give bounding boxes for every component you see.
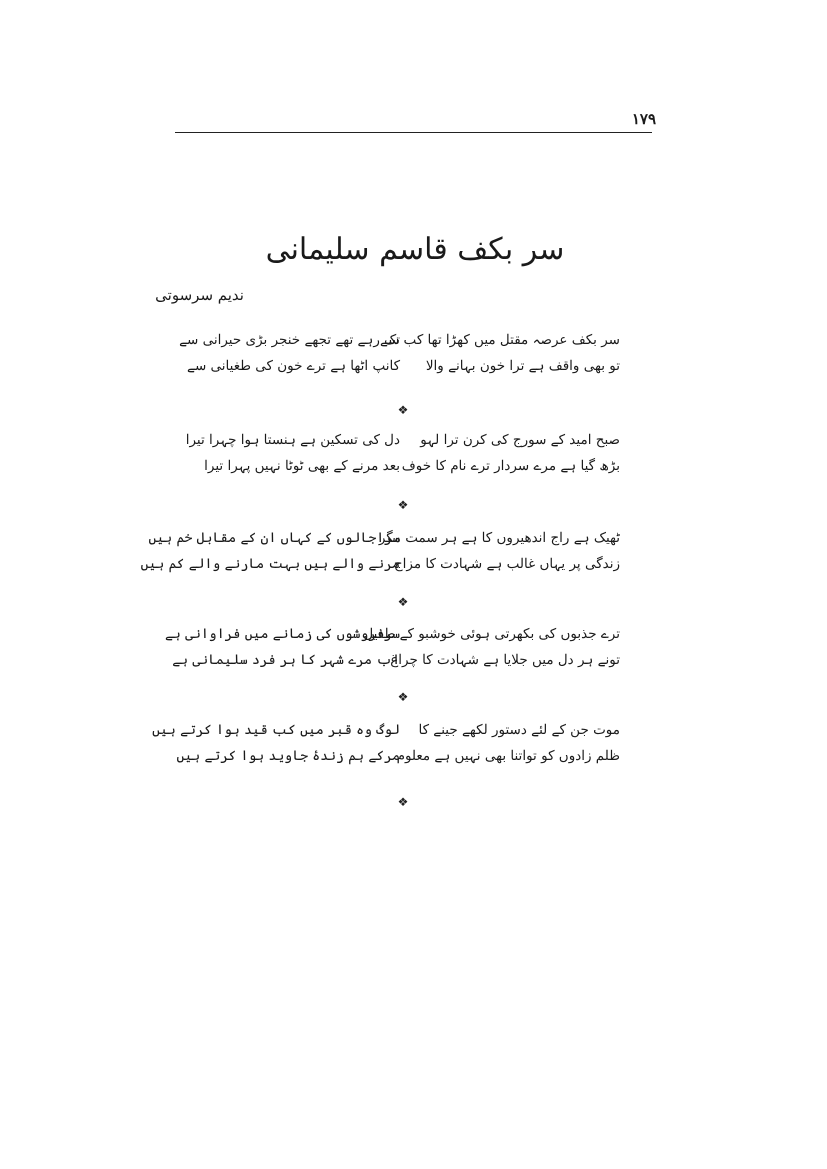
verse bbox=[200, 458, 620, 484]
misra-first: صبح امید کے سورج کی کرن ترا لہو bbox=[420, 432, 620, 448]
misra-second: مرکے ہم زندۂ جاوید ہوا کرتے ہیں bbox=[176, 748, 400, 764]
poem-title: سر بکف قاسم سلیمانی bbox=[265, 232, 565, 267]
misra-second: تک رہے تھے تجھے خنجر بڑی حیرانی سے bbox=[179, 332, 400, 348]
misra-second: مرنے والے ہیں بہت مارنے والے کم ہیں bbox=[140, 556, 400, 572]
misra-second: اب مرے شہر کا ہر فرد سلیمانی ہے bbox=[172, 652, 400, 668]
verse bbox=[185, 432, 620, 458]
misra-first: سر بکف عرصہ مقتل میں کھڑا تھا کب سے bbox=[380, 332, 620, 348]
stanza-separator-icon: ❖ bbox=[397, 403, 409, 417]
misra-second: لوگ وہ قبر میں کب قید ہوا کرتے ہیں bbox=[152, 722, 400, 738]
stanza-separator-icon: ❖ bbox=[397, 690, 409, 704]
header-rule bbox=[175, 132, 652, 133]
misra-first: ظلم زادوں کو تواتنا بھی نہیں ہے معلوم bbox=[396, 748, 620, 764]
stanza bbox=[185, 432, 620, 484]
verse bbox=[148, 530, 620, 556]
misra-second: سراجالوں کے کہاں ان کے مقابل خم ہیں bbox=[148, 530, 400, 546]
poet-name: ندیم سرسوتی bbox=[155, 286, 244, 304]
stanza-separator-icon: ❖ bbox=[397, 795, 409, 809]
verse bbox=[140, 556, 620, 582]
stanza bbox=[152, 722, 620, 774]
misra-first: زندگی پر یہاں غالب ہے شہادت کا مزاج bbox=[393, 556, 620, 572]
stanza bbox=[164, 626, 620, 678]
misra-first: بڑھ گیا ہے مرے سردار ترے نام کا خوف bbox=[401, 458, 620, 474]
verse bbox=[179, 332, 620, 358]
misra-second: کانپ اٹھا ہے ترے خون کی طغیانی سے bbox=[187, 358, 400, 374]
verse bbox=[164, 626, 620, 652]
misra-first: موت جن کے لئے دستور لکھے جینے کا bbox=[418, 722, 620, 738]
misra-second: سرفروشوں کی زمانے میں فراوانی ہے bbox=[164, 626, 400, 642]
misra-first: ٹھیک ہے راج اندھیروں کا ہے ہر سمت مگر bbox=[378, 530, 620, 546]
misra-second: دل کی تسکین ہے ہنستا ہوا چہرا تیرا bbox=[185, 432, 400, 448]
verse bbox=[152, 722, 620, 748]
stanza bbox=[140, 530, 620, 582]
misra-first: تو بھی واقف ہے ترا خون بہانے والا bbox=[425, 358, 620, 374]
stanza-separator-icon: ❖ bbox=[397, 595, 409, 609]
page-number: ۱۷۹ bbox=[631, 110, 656, 128]
misra-first: تونے ہر دل میں جلایا ہے شہادت کا چراغ bbox=[390, 652, 620, 668]
verse bbox=[172, 652, 620, 678]
stanza bbox=[179, 332, 620, 384]
verse bbox=[187, 358, 620, 384]
misra-second: بعد مرنے کے بھی ٹوٹا نہیں پہرا تیرا bbox=[204, 458, 400, 474]
misra-first: ترے جذبوں کی بکھرتی ہوئی خوشبو کے طفیل bbox=[363, 626, 620, 642]
verse bbox=[176, 748, 620, 774]
stanza-separator-icon: ❖ bbox=[397, 498, 409, 512]
